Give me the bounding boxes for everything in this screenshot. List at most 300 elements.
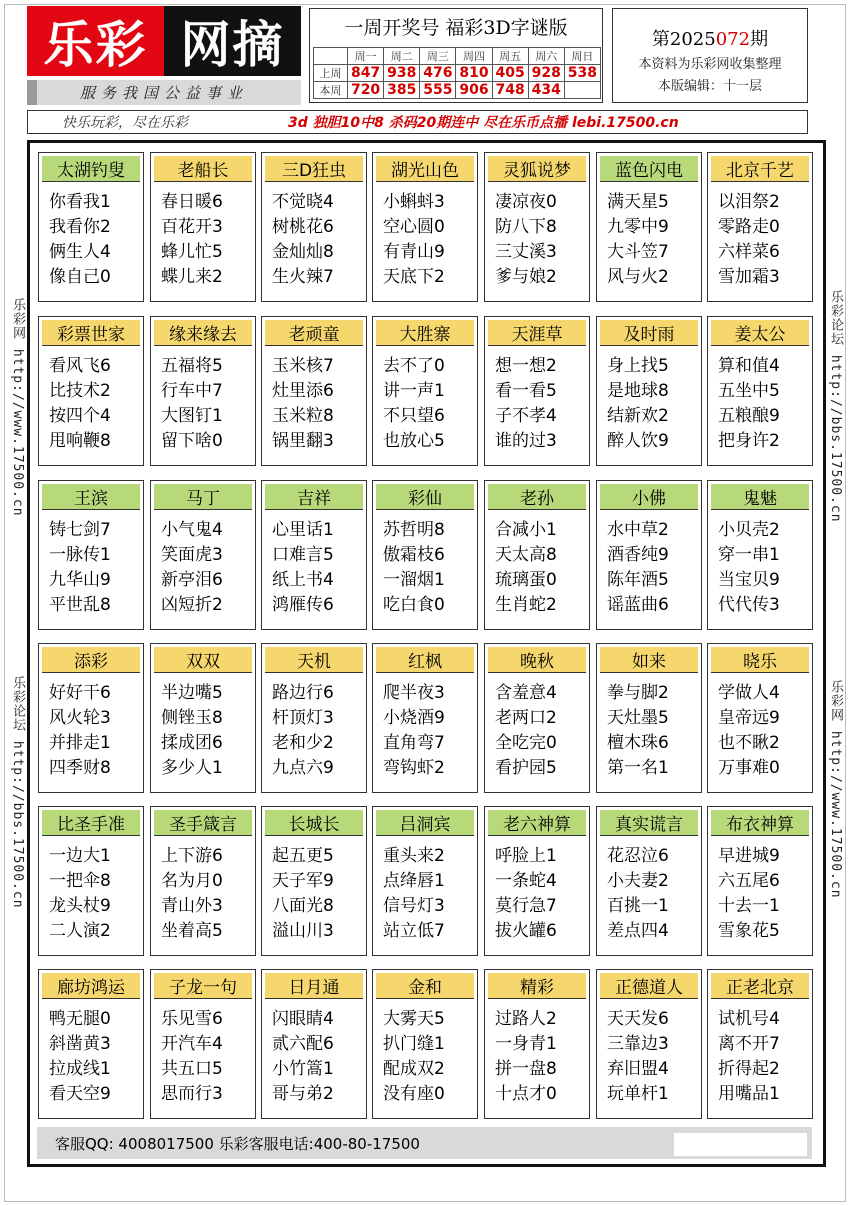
- riddle-cell: [150, 806, 256, 956]
- riddle-line: 结新欢2: [607, 406, 669, 426]
- riddle-line: 看一看5: [495, 381, 557, 401]
- riddle-line: 凶短折2: [161, 595, 223, 615]
- riddle-cell-title: 王滨: [42, 484, 140, 510]
- riddle-cell-title: 老顽童: [265, 320, 363, 346]
- riddle-line: 十点才0: [495, 1084, 557, 1104]
- riddle-line: 子不孝4: [495, 406, 557, 426]
- riddle-line: 全吃完0: [495, 733, 557, 753]
- riddle-cell-title: 老六神算: [488, 810, 586, 836]
- riddle-cell-lines: [161, 518, 253, 618]
- riddle-line: 闪眼睛4: [272, 1009, 334, 1029]
- riddle-line: 半边嘴5: [161, 683, 223, 703]
- riddle-line: 我看你2: [49, 217, 111, 237]
- riddle-line: 新亭泪6: [161, 570, 223, 590]
- ticker-slogan: 快乐玩彩，尽在乐彩: [62, 115, 188, 131]
- riddle-line: 共五口5: [161, 1059, 223, 1079]
- draw-table: [313, 47, 601, 99]
- riddle-line: 雪加霜3: [718, 267, 780, 287]
- riddle-cell-lines: [495, 681, 587, 781]
- logo-slogan-text: 服务我国公益事业: [79, 84, 248, 102]
- riddle-line: 哥与弟2: [272, 1084, 334, 1104]
- riddle-cell: [150, 316, 256, 466]
- riddle-line: 是地球8: [607, 381, 669, 401]
- riddle-cell-lines: [383, 190, 475, 290]
- riddle-line: 拳与脚2: [607, 683, 669, 703]
- riddle-line: 你看我1: [49, 192, 111, 212]
- side-text-left-top[interactable]: 乐彩网 http://www.17500.cn: [10, 298, 25, 517]
- riddle-line: 皇帝远9: [718, 708, 780, 728]
- riddle-line: 风火轮3: [49, 708, 111, 728]
- riddle-line: 六样菜6: [718, 242, 780, 262]
- draw-number: 405: [492, 65, 528, 82]
- riddle-cell-lines: [272, 354, 364, 454]
- riddle-line: 风与火2: [607, 267, 669, 287]
- riddle-line: 第一名1: [607, 758, 669, 778]
- riddle-cell: [596, 480, 702, 630]
- riddle-line: 三丈溪3: [495, 242, 557, 262]
- riddle-line: 拉成线1: [49, 1059, 111, 1079]
- riddle-line: 拔火罐6: [495, 921, 557, 941]
- riddle-line: 空心圆0: [383, 217, 445, 237]
- side-text-right-top[interactable]: 乐彩论坛 http://bbs.17500.cn: [828, 290, 843, 523]
- riddle-line: 蜂儿忙5: [161, 242, 223, 262]
- logo-left-text: 乐彩: [27, 6, 164, 76]
- riddle-line: 一把伞8: [49, 871, 111, 891]
- footer-contact: 客服QQ: 4008017500 乐彩客服电话:400-80-17500: [55, 1134, 420, 1153]
- riddle-cell-lines: [272, 1007, 364, 1107]
- riddle-line: 站立低7: [383, 921, 445, 941]
- riddle-line: 溢山川3: [272, 921, 334, 941]
- riddle-cell: [261, 806, 367, 956]
- riddle-cell: [38, 643, 144, 793]
- riddle-cell: [38, 969, 144, 1119]
- riddle-line: 鸿雁传6: [272, 595, 334, 615]
- riddle-line: 天底下2: [383, 267, 445, 287]
- riddle-cell-title: 小佛: [600, 484, 698, 510]
- riddle-cell-lines: [718, 354, 810, 454]
- riddle-line: 雪象花5: [718, 921, 780, 941]
- riddle-line: 五粮酿9: [718, 406, 780, 426]
- riddle-cell: [596, 806, 702, 956]
- riddle-cell-lines: [607, 844, 699, 944]
- riddle-cell-lines: [161, 681, 253, 781]
- riddle-line: 上下游6: [161, 846, 223, 866]
- riddle-cell-lines: [718, 518, 810, 618]
- riddle-line: 一溜烟1: [383, 570, 445, 590]
- riddle-line: 天太高8: [495, 545, 557, 565]
- riddle-line: 有青山9: [383, 242, 445, 262]
- draw-number: 928: [528, 65, 564, 82]
- draw-title: 一周开奖号 福彩3D字谜版: [344, 16, 568, 39]
- riddle-cell-title: 太湖钓叟: [42, 156, 140, 182]
- riddle-cell-title: 红枫: [376, 647, 474, 673]
- riddle-cell: [484, 643, 590, 793]
- riddle-cell-lines: [495, 354, 587, 454]
- footer-blank-box: [674, 1133, 807, 1156]
- draw-number: 938: [384, 65, 420, 82]
- riddle-line: 并排走1: [49, 733, 111, 753]
- riddle-line: 用嘴品1: [718, 1084, 780, 1104]
- ticker-promo-link[interactable]: 3d 独胆10中8 杀码20期连中 尽在乐币点播 lebi.17500.cn: [288, 115, 679, 131]
- riddle-line: 傲霜枝6: [383, 545, 445, 565]
- site-logo[interactable]: [27, 6, 301, 105]
- riddle-line: 不觉晓4: [272, 192, 334, 212]
- riddle-cell: [38, 316, 144, 466]
- riddle-line: 小蝌蚪3: [383, 192, 445, 212]
- riddle-cell: [38, 152, 144, 302]
- issue-prefix: 第2025: [651, 29, 716, 50]
- riddle-line: 纸上书4: [272, 570, 334, 590]
- riddle-cell-title: 正老北京: [711, 973, 809, 999]
- riddle-cell: [707, 969, 813, 1119]
- riddle-line: 铸七剑7: [49, 520, 111, 540]
- riddle-cell-lines: [49, 190, 141, 290]
- riddle-cell-lines: [383, 1007, 475, 1107]
- riddle-line: 九华山9: [49, 570, 111, 590]
- riddle-line: 五坐中5: [718, 381, 780, 401]
- riddle-cell-title: 吉祥: [265, 484, 363, 510]
- day-header: 周日: [564, 48, 600, 65]
- riddle-cell-lines: [161, 190, 253, 290]
- draw-number: 810: [456, 65, 492, 82]
- riddle-cell: [38, 806, 144, 956]
- riddle-cell-title: 天涯草: [488, 320, 586, 346]
- riddle-line: 八面光8: [272, 896, 334, 916]
- riddle-line: 九点六9: [272, 758, 334, 778]
- riddle-line: 老和少2: [272, 733, 334, 753]
- riddle-cell-title: 晚秋: [488, 647, 586, 673]
- riddle-cell-title: 添彩: [42, 647, 140, 673]
- riddle-cell: [372, 316, 478, 466]
- riddle-line: 大图钉1: [161, 406, 223, 426]
- draw-number: 748: [492, 82, 528, 99]
- ticker-bar: [27, 110, 808, 134]
- riddle-line: 把身许2: [718, 431, 780, 451]
- draw-number: 555: [420, 82, 456, 99]
- riddle-line: 天子军9: [272, 871, 334, 891]
- riddle-cell-title: 彩仙: [376, 484, 474, 510]
- riddle-cell-lines: [161, 354, 253, 454]
- riddle-line: 大斗笠7: [607, 242, 669, 262]
- riddle-cell: [707, 480, 813, 630]
- riddle-line: 玩单杆1: [607, 1084, 669, 1104]
- riddle-cell-lines: [383, 844, 475, 944]
- riddle-line: 蝶儿来2: [161, 267, 223, 287]
- riddle-line: 笑面虎3: [161, 545, 223, 565]
- riddle-cell-title: 老孙: [488, 484, 586, 510]
- riddle-line: 生火辣7: [272, 267, 334, 287]
- riddle-line: 四季财8: [49, 758, 111, 778]
- riddle-cell: [372, 643, 478, 793]
- side-text-left-bottom[interactable]: 乐彩论坛 http://bbs.17500.cn: [10, 676, 25, 909]
- riddle-line: 玉米核7: [272, 356, 334, 376]
- riddle-cell: [707, 806, 813, 956]
- riddle-cell-lines: [272, 844, 364, 944]
- riddle-line: 合减小1: [495, 520, 557, 540]
- riddle-line: 青山外3: [161, 896, 223, 916]
- riddle-cell: [484, 480, 590, 630]
- riddle-line: 十去一1: [718, 896, 780, 916]
- riddle-line: 爹与娘2: [495, 267, 557, 287]
- riddle-cell: [707, 152, 813, 302]
- issue-number: [613, 25, 807, 51]
- riddle-cell-title: 晓乐: [711, 647, 809, 673]
- riddle-cell-lines: [383, 681, 475, 781]
- riddle-line: 也不瞅2: [718, 733, 780, 753]
- riddle-line: 俩生人4: [49, 242, 111, 262]
- riddle-line: 好好干6: [49, 683, 111, 703]
- riddle-line: 弯钩虾2: [383, 758, 445, 778]
- riddle-line: 名为月0: [161, 871, 223, 891]
- draw-number: [564, 82, 600, 99]
- riddle-cell-title: 老船长: [154, 156, 252, 182]
- riddle-cell-title: 双双: [154, 647, 252, 673]
- riddle-cell: [484, 806, 590, 956]
- riddle-cell-title: 精彩: [488, 973, 586, 999]
- riddle-cell-title: 如来: [600, 647, 698, 673]
- riddle-line: 起五更5: [272, 846, 334, 866]
- riddle-line: 斜凿黄3: [49, 1034, 111, 1054]
- riddle-line: 谣蓝曲6: [607, 595, 669, 615]
- riddle-line: 算和值4: [718, 356, 780, 376]
- riddle-line: 灶里添6: [272, 381, 334, 401]
- riddle-line: 行车中7: [161, 381, 223, 401]
- riddle-cell-title: 灵狐说梦: [488, 156, 586, 182]
- riddle-cell-lines: [495, 844, 587, 944]
- riddle-cell: [484, 316, 590, 466]
- riddle-cell-lines: [718, 1007, 810, 1107]
- riddle-cell-lines: [718, 681, 810, 781]
- riddle-line: 老两口2: [495, 708, 557, 728]
- riddle-line: 酒香纯9: [607, 545, 669, 565]
- riddle-cell-title: 日月通: [265, 973, 363, 999]
- draw-number: 720: [348, 82, 384, 99]
- riddle-line: 看护园5: [495, 758, 557, 778]
- riddle-line: 也放心5: [383, 431, 445, 451]
- riddle-line: 九零中9: [607, 217, 669, 237]
- riddle-cell-lines: [161, 844, 253, 944]
- riddle-line: 多少人1: [161, 758, 223, 778]
- riddle-line: 生肖蛇2: [495, 595, 557, 615]
- riddle-line: 呼脸上1: [495, 846, 557, 866]
- riddle-line: 龙头杖9: [49, 896, 111, 916]
- riddle-line: 早进城9: [718, 846, 780, 866]
- riddle-line: 想一想2: [495, 356, 557, 376]
- riddle-cell: [372, 480, 478, 630]
- riddle-line: 开汽车4: [161, 1034, 223, 1054]
- riddle-cell: [372, 152, 478, 302]
- riddle-line: 万事难0: [718, 758, 780, 778]
- riddle-line: 贰六配6: [272, 1034, 334, 1054]
- riddle-cell: [596, 643, 702, 793]
- riddle-cell-lines: [49, 354, 141, 454]
- riddle-cell: [150, 480, 256, 630]
- riddle-line: 二人演2: [49, 921, 111, 941]
- riddle-cell: [261, 316, 367, 466]
- riddle-line: 天天发6: [607, 1009, 669, 1029]
- riddle-line: 杆顶灯3: [272, 708, 334, 728]
- riddle-line: 揉成团6: [161, 733, 223, 753]
- riddle-line: 花忍泣6: [607, 846, 669, 866]
- riddle-line: 春日暖6: [161, 192, 223, 212]
- riddle-cell: [261, 643, 367, 793]
- riddle-cell-title: 比圣手准: [42, 810, 140, 836]
- riddle-line: 重头来2: [383, 846, 445, 866]
- riddle-line: 含羞意4: [495, 683, 557, 703]
- riddle-cell-title: 吕洞宾: [376, 810, 474, 836]
- riddle-line: 一脉传1: [49, 545, 111, 565]
- draw-header-row: [314, 48, 601, 65]
- side-text-right-bottom[interactable]: 乐彩网 http://www.17500.cn: [828, 680, 843, 899]
- riddle-line: 按四个4: [49, 406, 111, 426]
- riddle-line: 以泪祭2: [718, 192, 780, 212]
- riddle-line: 玉米粒8: [272, 406, 334, 426]
- riddle-line: 苏哲明8: [383, 520, 445, 540]
- day-header: 周四: [456, 48, 492, 65]
- riddle-line: 三靠边3: [607, 1034, 669, 1054]
- riddle-cell-lines: [718, 844, 810, 944]
- day-header: 周六: [528, 48, 564, 65]
- draw-row-this-week: [314, 82, 601, 99]
- riddle-cell: [150, 643, 256, 793]
- riddle-cell: [38, 480, 144, 630]
- day-header: 周一: [348, 48, 384, 65]
- riddle-line: 点绛唇1: [383, 871, 445, 891]
- riddle-line: 信号灯3: [383, 896, 445, 916]
- riddle-cell-lines: [607, 518, 699, 618]
- riddle-line: 比技术2: [49, 381, 111, 401]
- riddle-cell-title: 子龙一句: [154, 973, 252, 999]
- riddle-cell-lines: [495, 190, 587, 290]
- weekly-draw-box: [309, 8, 603, 103]
- riddle-cell-title: 缘来缘去: [154, 320, 252, 346]
- riddle-cell-title: 湖光山色: [376, 156, 474, 182]
- riddle-cell-lines: [495, 518, 587, 618]
- riddle-line: 看风飞6: [49, 356, 111, 376]
- riddle-cell-lines: [383, 354, 475, 454]
- riddle-line: 口难言5: [272, 545, 334, 565]
- riddle-cell: [372, 806, 478, 956]
- riddle-line: 六五尾6: [718, 871, 780, 891]
- riddle-cell-lines: [49, 1007, 141, 1107]
- riddle-line: 百挑一1: [607, 896, 669, 916]
- riddle-cell-lines: [272, 518, 364, 618]
- riddle-line: 一边大1: [49, 846, 111, 866]
- riddle-line: 小夫妻2: [607, 871, 669, 891]
- riddle-cell-title: 姜太公: [711, 320, 809, 346]
- riddle-line: 离不开7: [718, 1034, 780, 1054]
- riddle-line: 小烧酒9: [383, 708, 445, 728]
- riddle-cell-title: 鬼魅: [711, 484, 809, 510]
- riddle-line: 爬半夜3: [383, 683, 445, 703]
- riddle-cell-lines: [607, 1007, 699, 1107]
- riddle-line: 甩响鞭8: [49, 431, 111, 451]
- riddle-line: 扒门缝1: [383, 1034, 445, 1054]
- riddle-line: 思而行3: [161, 1084, 223, 1104]
- riddle-cell-lines: [49, 681, 141, 781]
- riddle-line: 满天星5: [607, 192, 669, 212]
- riddle-cell-lines: [718, 190, 810, 290]
- riddle-line: 防八下8: [495, 217, 557, 237]
- riddle-line: 差点四4: [607, 921, 669, 941]
- riddle-line: 折得起2: [718, 1059, 780, 1079]
- riddle-cell-title: 北京千艺: [711, 156, 809, 182]
- riddle-cell: [261, 969, 367, 1119]
- riddle-cell: [150, 969, 256, 1119]
- riddle-line: 醉人饮9: [607, 431, 669, 451]
- issue-note: 本资料为乐彩网收集整理: [638, 57, 782, 72]
- riddle-line: 鸭无腿0: [49, 1009, 111, 1029]
- riddle-line: 谁的过3: [495, 431, 557, 451]
- draw-number: 538: [564, 65, 600, 82]
- riddle-cell: [596, 152, 702, 302]
- riddle-cell-title: 蓝色闪电: [600, 156, 698, 182]
- row-label: 上周: [314, 65, 348, 82]
- row-label: 本周: [314, 82, 348, 99]
- riddle-line: 侧锉玉8: [161, 708, 223, 728]
- riddle-cell: [484, 969, 590, 1119]
- riddle-line: 凄凉夜0: [495, 192, 557, 212]
- riddle-line: 一条蛇4: [495, 871, 557, 891]
- day-header: 周五: [492, 48, 528, 65]
- riddle-cell-lines: [383, 518, 475, 618]
- riddle-line: 锅里翻3: [272, 431, 334, 451]
- riddle-line: 陈年酒5: [607, 570, 669, 590]
- riddle-line: 吃白食0: [383, 595, 445, 615]
- riddle-line: 不只望6: [383, 406, 445, 426]
- riddle-cell: [372, 969, 478, 1119]
- riddle-line: 树桃花6: [272, 217, 334, 237]
- riddle-cell-title: 真实谎言: [600, 810, 698, 836]
- draw-corner: [314, 48, 348, 65]
- riddle-cell-title: 三D狂虫: [265, 156, 363, 182]
- riddle-line: 弃旧盟4: [607, 1059, 669, 1079]
- riddle-cell-title: 金和: [376, 973, 474, 999]
- draw-number: 906: [456, 82, 492, 99]
- riddle-line: 天灶墨5: [607, 708, 669, 728]
- riddle-line: 水中草2: [607, 520, 669, 540]
- draw-row-last-week: [314, 65, 601, 82]
- riddle-cell: [261, 152, 367, 302]
- riddle-cell-lines: [49, 844, 141, 944]
- draw-number: 847: [348, 65, 384, 82]
- logo-right-text: 网摘: [164, 6, 301, 76]
- riddle-cell-lines: [161, 1007, 253, 1107]
- logo-slogan: [27, 80, 301, 105]
- riddle-cell-lines: [607, 190, 699, 290]
- riddle-line: 大雾天5: [383, 1009, 445, 1029]
- riddle-cell-title: 长城长: [265, 810, 363, 836]
- riddle-cell: [484, 152, 590, 302]
- riddle-cell-title: 马丁: [154, 484, 252, 510]
- issue-box: [612, 8, 808, 103]
- riddle-cell-lines: [49, 518, 141, 618]
- riddle-cell-title: 正德道人: [600, 973, 698, 999]
- riddle-cell-title: 彩票世家: [42, 320, 140, 346]
- riddle-line: 代代传3: [718, 595, 780, 615]
- issue-editor: 本版编辑：十一层: [657, 79, 762, 94]
- riddle-line: 琉璃蛋0: [495, 570, 557, 590]
- riddle-cell: [150, 152, 256, 302]
- riddle-line: 没有座0: [383, 1084, 445, 1104]
- riddle-line: 一身青1: [495, 1034, 557, 1054]
- riddle-line: 直角弯7: [383, 733, 445, 753]
- riddle-line: 五福将5: [161, 356, 223, 376]
- riddle-cell-lines: [495, 1007, 587, 1107]
- riddle-cell-lines: [607, 681, 699, 781]
- riddle-line: 穿一串1: [718, 545, 780, 565]
- riddle-line: 小气鬼4: [161, 520, 223, 540]
